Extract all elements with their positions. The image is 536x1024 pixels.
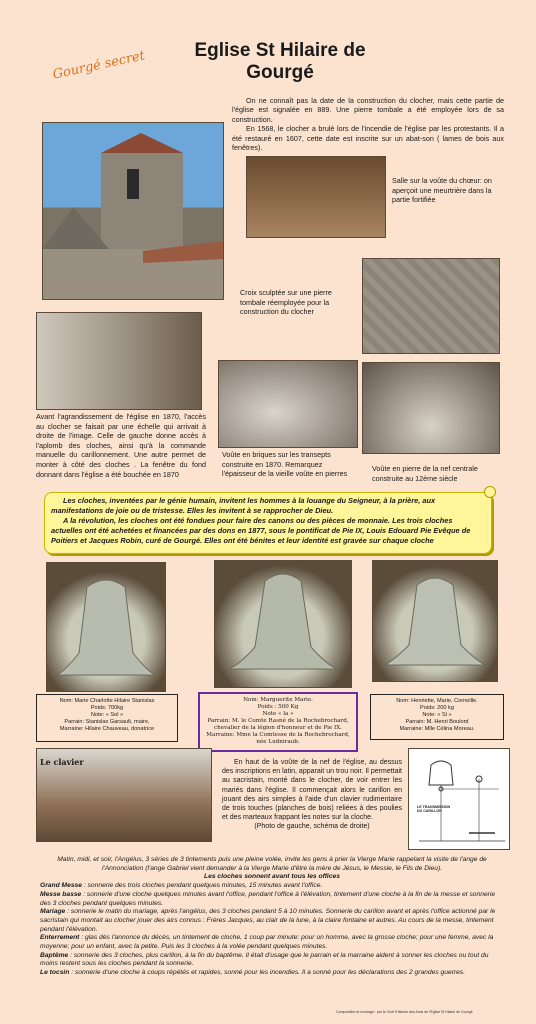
- clavier-photo-note: (Photo de gauche, schéma de droite): [254, 823, 370, 831]
- bell-2-name: Nom: Marguerite Marie.: [243, 697, 313, 703]
- agrandissement-caption: Avant l'agrandissement de l'église en 1870, l'accès au clocher se faisait par une échelle qui arrivait à droite de l'image. Celle de gauche donne accès à l'aplomb des cloches, ainsi qu'à la commande manuelle du carillonnement. Une autre permet de monter à côté des cloches . La fenêtre du fond donnant dans l'église a été bouchée en 1870: [36, 412, 206, 479]
- bell-3-drawing: [373, 561, 497, 681]
- bell-3-marraine: Marraine: Mlle Célina Moreau.: [399, 726, 475, 732]
- bell-3-identity: [370, 694, 504, 740]
- offices-title: Les cloches sonnent avant tous les offices: [204, 873, 340, 881]
- clavier-label: Le clavier: [40, 757, 84, 767]
- carillon-schema: [408, 748, 510, 850]
- bell-2-note: Note « la »: [262, 711, 294, 717]
- gourge-secret-stamp: Gourgé secret: [51, 48, 147, 83]
- bell-photo-2: [214, 560, 352, 688]
- ladder-access-photo: [36, 312, 202, 410]
- intro-paragraph: En 1568, le clocher a brulé lors de l'incendie de l'église par les protestants. Il a été restauré en 1607, cette date est inscrite sur un abat-son ( lames de bois aux fenêtres).: [232, 124, 504, 153]
- bell-1-marraine: Marraine: Hilaire Chauveau, donatrice: [59, 726, 155, 732]
- brick-vault-photo: [218, 360, 358, 448]
- bell-1-parrain: Parrain: Stanislas Garsault, maire,: [64, 719, 150, 725]
- bell-2-marraine: Marraine: Mme la Comtesse de la Rochebrochard, née Ludniraub.: [206, 732, 350, 745]
- intro-paragraph: On ne connaît pas la date de la construction du clocher, mais cette partie de l'église est signalée en 889. Une pierre tombale a été employée lors de sa construction.: [232, 96, 504, 124]
- scroll-curl-icon: [484, 486, 496, 498]
- bell-3-parrain: Parrain: M. Henri Boulord: [405, 719, 469, 725]
- bell-1-drawing: [47, 563, 165, 691]
- bell-1-identity: [36, 694, 178, 742]
- bell-2-weight: Poids : 500 Kg: [257, 704, 299, 710]
- croix-caption: Croix sculptée sur une pierre tombale réemployée pour la construction du clocher: [240, 288, 332, 317]
- bell-photo-3: [372, 560, 498, 682]
- schema-label: LE TRANSMISSION DU CARILLON: [417, 805, 451, 814]
- office-enterrement: Enterrement : glas dès l'annonce du décès, un tintement de cloche, 1 coup par minute: pour un homme, avec la grosse cloche; pour une femme, avec la moyenne; pour un enfant, avec la petite. Puis les 3 cloches à la volée pendant quelques minutes.: [40, 934, 494, 951]
- bell-3-name: Nom: Henriette, Marie, Corneille.: [396, 698, 478, 704]
- bell-3-weight: Poids: 200 kg: [420, 705, 454, 711]
- bell-1-name: Nom: Marie Charlotte Hilaire Stanislas: [59, 698, 155, 704]
- footer-credit: Composition et montage : par le Club l'Histoire des Amis de l'Eglise St Hilaire de Gourgé: [336, 1010, 473, 1014]
- bell-2-parrain: Parrain: M. le Comte Rasné de la Rochebrochard, chevalier de la légion d'honneur et de Pie IX.: [207, 718, 349, 731]
- cross-stone-photo: [362, 258, 500, 354]
- bell-3-note: Note: « Si »: [422, 712, 452, 718]
- stone-vault-photo: [362, 362, 500, 454]
- page-title: Eglise St Hilaire de Gourgé: [194, 40, 366, 83]
- choeur-caption: Salle sur la voûte du chœur: on aperçoit une meurtrière dans la partie fortifiée: [392, 176, 492, 205]
- office-grand-messe: Grand Messe : sonnerie des trois cloches pendant quelques minutes, 15 minutes avant l'office.: [40, 882, 323, 890]
- transepts-caption: Voûte en briques sur les transepts construite en 1870. Remarquez l'épaisseur de la vieille voûte en pierres: [222, 450, 348, 479]
- bell-1-note: Note: « Sol »: [90, 712, 124, 718]
- office-bapteme: Baptême : sonnerie des 3 cloches, plus carillon, à la fin du baptême. Il était d'usage que le parrain et la marraine aident à sonner les cloches ou tout du moins restent sous les cloches pendant la sonnerie.: [40, 951, 489, 968]
- cloches-paragraph: A la révolution, les cloches ont été fondues pour faire des canons ou des pièces de monnaie. Les trois cloches actuelles ont été achetées et financées par des dons en 1877, sous le pontificat de Pie IX, Louis Edouard Pie Evêque de Poitiers et Jacques Robin, curé de Gourgé. Elles ont été bénites et leur identité est gravée sur chaque cloche: [51, 516, 471, 545]
- bell-1-weight: Poids: 700kg: [90, 705, 124, 711]
- cloches-paragraph: Les cloches, inventées par le génie humain, invitent les hommes à la louange du Seigneur, à la prière, aux manifestations de joie ou de tristesse. Elles les invitent à se rapprocher de Dieu.: [51, 496, 436, 515]
- carillon-schema-drawing: [409, 749, 509, 849]
- bell-photo-1: [46, 562, 166, 692]
- clavier-text: [222, 758, 402, 832]
- office-messe-basse: Messe basse : sonnerie d'une cloche quelques minutes avant l'office, pendant l'office à l'élévation, tintement d'une cloche à la fin de la messe et sonnerie des 3 cloches pendant quelques minutes.: [40, 890, 496, 907]
- bell-tower-photo: [42, 122, 224, 300]
- bell-2-drawing: [215, 561, 351, 687]
- office-mariage: Mariage : sonnerie le matin du mariage, après l'angélus, des 3 cloches pendant 5 à 10 minutes. Sonnerie du carillon avant et après l'office actionné par le sacristain qui montait au clocher jouer des airs connus : Frères Jacques, au clair de la lune, à la claire fontaine et autres. Au cours de la messe, tintement pendant l'élévation.: [40, 908, 496, 933]
- intro-text: [232, 96, 504, 152]
- choeur-room-photo: [246, 156, 386, 238]
- angelus-text: Matin, midi, et soir, l'Angélus, 3 séries de 3 tintements puis une pleine volée, invite les gens à prier la Vierge Marie rappelant la visite de l'ange de l'Annonciation (l'ange Gabriel vient demander à la Vierge Marie d'être la mère de Jésus, le Messie, le Fils de Dieu).: [57, 856, 487, 872]
- offices-section: [40, 856, 504, 978]
- clavier-paragraph: En haut de la voûte de la nef de l'église, au dessus des inscriptions en latin, apparait un trou noir. Il permettait au sacristain, monté dans le clocher, de voir entrer les mariés dans l'église. Il commençait alors le carillon en jouant des airs simples à l'aide d'un clavier rudimentaire de trois touches (planches de bois) reliées à des poulies et des marteaux frappant les notes sur la cloche.: [222, 759, 402, 822]
- nef-caption: Voûte en pierre de la nef centrale construite au 12ème siècle: [372, 464, 478, 483]
- bell-tower-drawing: [43, 123, 223, 299]
- bell-2-identity: [198, 692, 358, 752]
- cloches-info-box: [44, 492, 492, 554]
- office-tocsin: Le tocsin : sonnerie d'une cloche à coups répétés et rapides, sonné pour les incendies. Il a sonné pour les déclarations des 2 grandes guerres.: [40, 969, 466, 977]
